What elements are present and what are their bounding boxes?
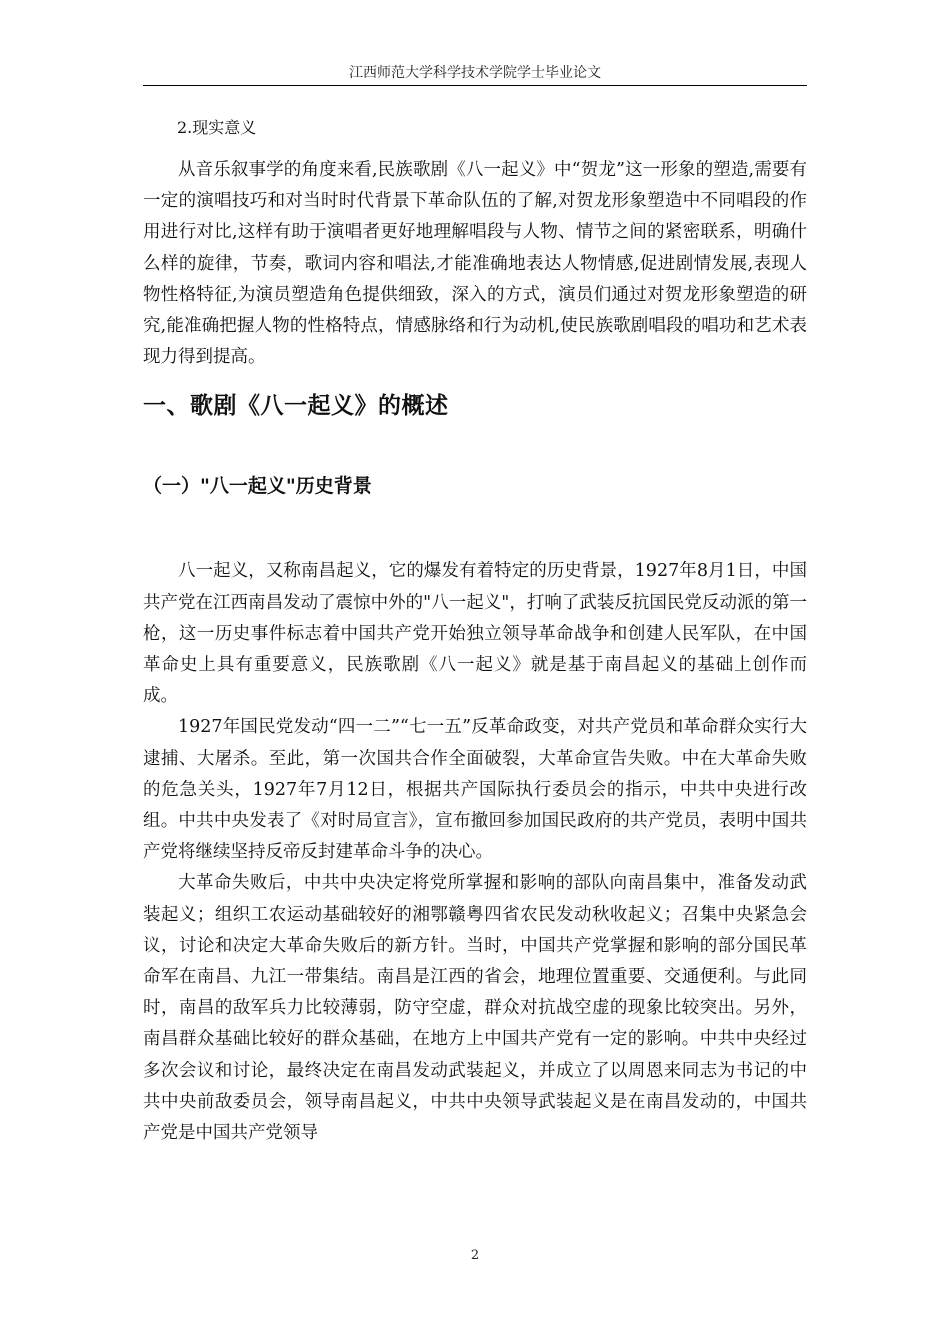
chapter-title: 一、歌剧《八一起义》的概述 <box>143 393 449 420</box>
section-spacer <box>143 501 807 556</box>
section-title: （一）"八一起义"历史背景 <box>143 475 372 498</box>
body-paragraph-1: 八一起义，又称南昌起义，它的爆发有着特定的历史背景，1927年8月1日，中国共产党在江西南昌发动了震惊中外的"八一起义"，打响了武装反抗国民党反动派的第一枪，这一历史事件标志着中国共产党开始独立领导革命战争和创建人民军队，在中国革命史上具有重要意义，民族歌剧《八一起义》就是基于南昌起义的基础上创作而成。 <box>143 561 807 707</box>
subheading-practical-significance: 2.现实意义 <box>177 118 257 137</box>
page-body <box>143 112 807 1149</box>
body-paragraph-3: 大革命失败后，中共中央决定将党所掌握和影响的部队向南昌集中，准备发动武装起义；组织工农运动基础较好的湘鄂赣粤四省农民发动秋收起义；召集中央紧急会议，讨论和决定大革命失败后的新方针。当时，中国共产党掌握和影响的部分国民革命军在南昌、九江一带集结。南昌是江西的省会，地理位置重要、交通便利。与此同时，南昌的敌军兵力比较薄弱，防守空虚，群众对抗战空虚的现象比较突出。另外，南昌群众基础比较好的群众基础，在地方上中国共产党有一定的影响。中共中央经过多次会议和讨论，最终决定在南昌发动武装起义，并成立了以周恩来同志为书记的中共中央前敌委员会，领导南昌起义，中共中央领导武装起义是在南昌发动的，中国共产党是中国共产党领导 <box>143 873 807 1144</box>
page-header <box>143 63 807 86</box>
header-title: 江西师范大学科学技术学院学士毕业论文 <box>349 65 601 81</box>
page-number: 2 <box>470 1248 480 1263</box>
body-paragraph-2: 1927年国民党发动“四一二”“七一五”反革命政变，对共产党员和革命群众实行大逮捕、大屠杀。至此，第一次国共合作全面破裂，大革命宣告失败。中在大革命失败的危急关头，1927年7月12日，根据共产国际执行委员会的指示，中共中央进行改组。中共中央发表了《对时局宣言》，宣布撤回参加国民政府的共产党员，表明中国共产党将继续坚持反帝反封建革命斗争的决心。 <box>143 717 807 863</box>
intro-paragraph: 从音乐叙事学的角度来看,民族歌剧《八一起义》中“贺龙”这一形象的塑造,需要有一定的演唱技巧和对当时时代背景下革命队伍的了解,对贺龙形象塑造中不同唱段的作用进行对比,这样有助于演唱者更好地理解唱段与人物、情节之间的紧密联系，明确什么样的旋律，节奏，歌词内容和唱法,才能准确地表达人物情感,促进剧情发展,表现人物性格特征,为演员塑造角色提供细致，深入的方式，演员们通过对贺龙形象塑造的研究,能准确把握人物的性格特点，情感脉络和行为动机,使民族歌剧唱段的唱功和艺术表现力得到提高。 <box>143 160 807 368</box>
